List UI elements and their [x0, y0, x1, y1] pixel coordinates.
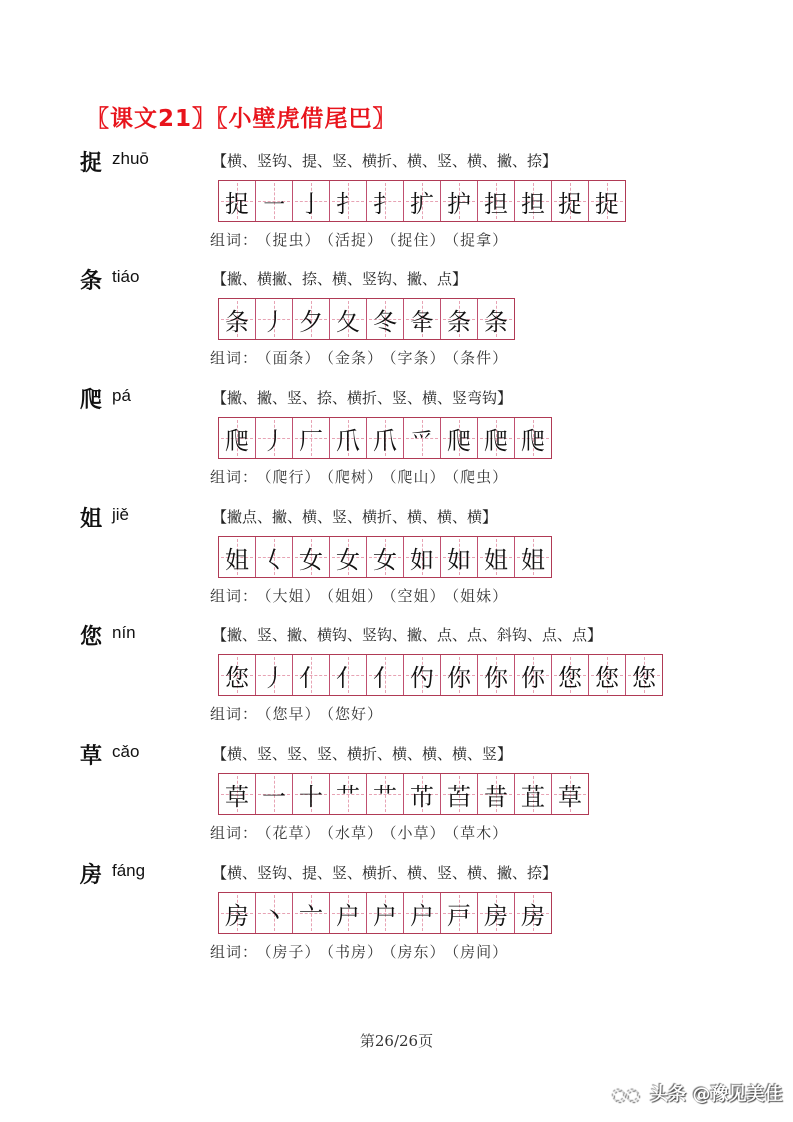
word-item: （花草）: [264, 824, 321, 842]
grid-cell: [440, 299, 477, 339]
stroke-step: 条: [484, 307, 508, 336]
watermark: [612, 1080, 782, 1106]
stroke-step: 丿: [262, 426, 286, 455]
stroke-grid: [218, 417, 552, 459]
character-entry: [0, 264, 793, 382]
stroke-order-list: 【横、竖钩、提、竖、横折、横、竖、横、撇、捺】: [212, 864, 558, 882]
grid-cell: [255, 774, 292, 814]
character-entry: [0, 383, 793, 501]
word-item: （您早）: [264, 705, 321, 723]
stroke-step: 女: [373, 545, 397, 574]
word-item: （爬行）: [264, 468, 321, 486]
grid-cell: [255, 181, 292, 221]
grid-cell: [219, 655, 255, 695]
stroke-step: 一: [262, 782, 286, 811]
head-character: 爬: [80, 388, 103, 413]
character-entry: [0, 620, 793, 738]
grid-cell: [440, 181, 477, 221]
pinyin: jiě: [112, 505, 130, 524]
word-examples: [210, 822, 508, 843]
word-item: （面条）: [264, 349, 321, 367]
stroke-step: 房: [521, 901, 545, 930]
character-entry: [0, 146, 793, 264]
pinyin: cǎo: [112, 742, 140, 761]
stroke-step: 扩: [410, 189, 434, 218]
grid-cell: [255, 418, 292, 458]
words-label: 组词：: [210, 468, 259, 486]
grid-cell: [514, 537, 551, 577]
stroke-step: 亠: [299, 901, 323, 930]
word-item: （活捉）: [326, 231, 384, 249]
stroke-step: 扌: [336, 189, 360, 218]
grid-cell: [440, 655, 477, 695]
grid-cell: [551, 655, 588, 695]
stroke-step: 担: [484, 189, 508, 218]
page-number: 第26/26页: [359, 1032, 434, 1050]
character-entry: [0, 739, 793, 857]
word-examples: [210, 466, 508, 487]
stroke-step: 房: [225, 901, 249, 930]
grid-cell: [366, 537, 403, 577]
grid-cell: [403, 418, 440, 458]
stroke-order-list: 【撇、横撇、捺、横、竖钩、撇、点】: [212, 270, 468, 288]
grid-cell: [477, 774, 514, 814]
stroke-step: 捉: [225, 189, 249, 218]
stroke-step: 护: [447, 189, 471, 218]
word-item: （大姐）: [264, 587, 321, 605]
stroke-grid: [218, 180, 626, 222]
stroke-step: 户: [373, 901, 397, 930]
stroke-step: 您: [225, 663, 249, 692]
grid-cell: [588, 655, 625, 695]
words-label: 组词：: [210, 824, 259, 842]
stroke-step: 亻: [336, 663, 360, 692]
grid-cell: [219, 181, 255, 221]
stroke-step: 条: [447, 307, 471, 336]
word-item: （字条）: [389, 349, 446, 367]
stroke-step: 仢: [410, 663, 434, 692]
grid-cell: [440, 893, 477, 933]
stroke-step: 草: [225, 782, 249, 811]
word-item: （爬虫）: [451, 468, 509, 486]
grid-cell: [403, 299, 440, 339]
stroke-step: 房: [484, 901, 508, 930]
grid-cell: [440, 537, 477, 577]
grid-cell: [255, 537, 292, 577]
word-item: （房东）: [389, 943, 446, 961]
grid-cell: [292, 418, 329, 458]
grid-cell: [440, 774, 477, 814]
character-entry: [0, 858, 793, 976]
word-item: （爬山）: [389, 468, 446, 486]
word-item: （姐姐）: [326, 587, 384, 605]
stroke-order-list: 【撇、撇、竖、捺、横折、竖、横、竖弯钩】: [212, 389, 513, 407]
stroke-step: 扌: [373, 189, 397, 218]
grid-cell: [366, 299, 403, 339]
stroke-step: 您: [595, 663, 619, 692]
grid-cell: [329, 774, 366, 814]
stroke-step: 女: [336, 545, 360, 574]
stroke-step: 爬: [521, 426, 545, 455]
grid-cell: [255, 299, 292, 339]
grid-cell: [588, 181, 625, 221]
pinyin: pá: [112, 386, 131, 405]
stroke-step: 冬: [373, 307, 397, 336]
word-item: （书房）: [326, 943, 384, 961]
stroke-order-list: 【横、竖钩、提、竖、横折、横、竖、横、撇、捺】: [212, 152, 558, 170]
stroke-step: 姐: [484, 545, 508, 574]
stroke-grid: [218, 654, 663, 696]
stroke-step: 姐: [225, 545, 249, 574]
grid-cell: [292, 774, 329, 814]
grid-cell: [366, 655, 403, 695]
grid-cell: [403, 655, 440, 695]
words-label: 组词：: [210, 943, 259, 961]
grid-cell: [329, 537, 366, 577]
stroke-step: 爬: [447, 426, 471, 455]
stroke-step: 您: [632, 663, 656, 692]
grid-cell: [403, 774, 440, 814]
stroke-step: 夂: [336, 307, 360, 336]
head-character: 姐: [80, 507, 103, 532]
word-item: （捉拿）: [451, 231, 509, 249]
stroke-step: 戸: [447, 901, 471, 930]
grid-cell: [292, 299, 329, 339]
stroke-step: 厂: [299, 426, 323, 455]
stroke-step: 您: [558, 663, 582, 692]
grid-cell: [219, 893, 255, 933]
chat-bubbles-icon: ◌◌: [612, 1085, 640, 1104]
stroke-step: 爬: [225, 426, 249, 455]
stroke-step: 爪: [336, 426, 360, 455]
stroke-step: 芇: [410, 782, 434, 811]
grid-cell: [403, 537, 440, 577]
stroke-step: 𡿨: [262, 545, 286, 574]
word-item: （小草）: [389, 824, 446, 842]
stroke-step: 亻: [299, 663, 323, 692]
head-character: 房: [80, 863, 103, 888]
grid-cell: [219, 774, 255, 814]
pinyin: nín: [112, 623, 136, 642]
stroke-step: 苴: [521, 782, 545, 811]
pinyin: tiáo: [112, 267, 140, 286]
grid-cell: [514, 655, 551, 695]
head-character: 您: [80, 625, 103, 650]
word-item: （草木）: [451, 824, 509, 842]
stroke-step: 户: [410, 901, 434, 930]
grid-cell: [440, 418, 477, 458]
pinyin: fáng: [112, 861, 146, 880]
word-item: （捉虫）: [264, 231, 321, 249]
word-item: （水草）: [326, 824, 384, 842]
grid-cell: [477, 418, 514, 458]
word-examples: [210, 703, 383, 724]
stroke-step: 你: [447, 663, 471, 692]
word-examples: [210, 229, 508, 250]
word-item: （条件）: [451, 349, 509, 367]
grid-cell: [219, 299, 255, 339]
grid-cell: [403, 181, 440, 221]
stroke-step: 如: [447, 545, 471, 574]
pinyin: zhuō: [112, 149, 149, 168]
stroke-step: ㇐: [262, 189, 286, 218]
stroke-grid: [218, 773, 589, 815]
stroke-step: 艹: [336, 782, 360, 811]
stroke-step: 姐: [521, 545, 545, 574]
words-label: 组词：: [210, 349, 259, 367]
stroke-step: 夅: [410, 307, 434, 336]
stroke-step: 爬: [484, 426, 508, 455]
stroke-step: 女: [299, 545, 323, 574]
stroke-step: 担: [521, 189, 545, 218]
head-character: 条: [80, 269, 103, 294]
words-label: 组词：: [210, 231, 259, 249]
head-character: 捉: [80, 151, 103, 176]
grid-cell: [551, 774, 588, 814]
stroke-step: 苩: [447, 782, 471, 811]
stroke-grid: [218, 892, 552, 934]
word-item: （房子）: [264, 943, 321, 961]
stroke-step: 你: [484, 663, 508, 692]
words-label: 组词：: [210, 587, 259, 605]
grid-cell: [366, 893, 403, 933]
stroke-step: 艹: [373, 782, 397, 811]
stroke-step: 捉: [558, 189, 582, 218]
stroke-step: 昔: [484, 782, 508, 811]
grid-cell: [477, 299, 514, 339]
word-item: （空姐）: [389, 587, 446, 605]
stroke-step: 十: [299, 782, 323, 811]
grid-cell: [292, 537, 329, 577]
grid-cell: [403, 893, 440, 933]
grid-cell: [477, 655, 514, 695]
grid-cell: [329, 893, 366, 933]
stroke-order-list: 【横、竖、竖、竖、横折、横、横、横、竖】: [212, 745, 513, 763]
stroke-step: 你: [521, 663, 545, 692]
stroke-step: 丿: [262, 663, 286, 692]
character-entry: [0, 502, 793, 620]
stroke-order-list: 【撇点、撇、横、竖、横折、横、横、横】: [212, 508, 498, 526]
grid-cell: [514, 774, 551, 814]
watermark-text: 头条 @豫见美佳: [650, 1084, 783, 1105]
word-examples: [210, 347, 508, 368]
stroke-step: 如: [410, 545, 434, 574]
stroke-grid: [218, 298, 515, 340]
grid-cell: [329, 299, 366, 339]
grid-cell: [329, 655, 366, 695]
word-item: （金条）: [326, 349, 384, 367]
stroke-step: 丿: [262, 307, 286, 336]
stroke-step: 亻: [373, 663, 397, 692]
stroke-order-list: 【撇、竖、撇、横钩、竖钩、撇、点、点、斜钩、点、点】: [212, 626, 603, 644]
word-item: （爬树）: [326, 468, 384, 486]
word-item: （姐妹）: [451, 587, 509, 605]
head-character: 草: [80, 744, 103, 769]
grid-cell: [551, 181, 588, 221]
stroke-step: 草: [558, 782, 582, 811]
stroke-grid: [218, 536, 552, 578]
grid-cell: [514, 418, 551, 458]
grid-cell: [366, 418, 403, 458]
grid-cell: [514, 893, 551, 933]
grid-cell: [625, 655, 662, 695]
stroke-step: 夕: [299, 307, 323, 336]
grid-cell: [329, 181, 366, 221]
stroke-step: 亅: [299, 189, 323, 218]
word-examples: [210, 585, 508, 606]
stroke-step: 爫: [410, 426, 434, 455]
stroke-step: 户: [336, 901, 360, 930]
grid-cell: [255, 655, 292, 695]
stroke-step: 爪: [373, 426, 397, 455]
word-item: （捉住）: [389, 231, 446, 249]
stroke-step: 捉: [595, 189, 619, 218]
grid-cell: [477, 893, 514, 933]
grid-cell: [366, 774, 403, 814]
stroke-step: 丶: [262, 901, 286, 930]
grid-cell: [292, 893, 329, 933]
grid-cell: [366, 181, 403, 221]
grid-cell: [329, 418, 366, 458]
word-examples: [210, 941, 508, 962]
grid-cell: [477, 181, 514, 221]
grid-cell: [292, 655, 329, 695]
stroke-step: 条: [225, 307, 249, 336]
grid-cell: [514, 181, 551, 221]
words-label: 组词：: [210, 705, 259, 723]
grid-cell: [477, 537, 514, 577]
word-item: （您好）: [326, 705, 384, 723]
word-item: （房间）: [451, 943, 509, 961]
grid-cell: [219, 418, 255, 458]
grid-cell: [292, 181, 329, 221]
grid-cell: [219, 537, 255, 577]
lesson-title: 〖课文21〗〖小壁虎借尾巴〗: [86, 106, 397, 132]
grid-cell: [255, 893, 292, 933]
